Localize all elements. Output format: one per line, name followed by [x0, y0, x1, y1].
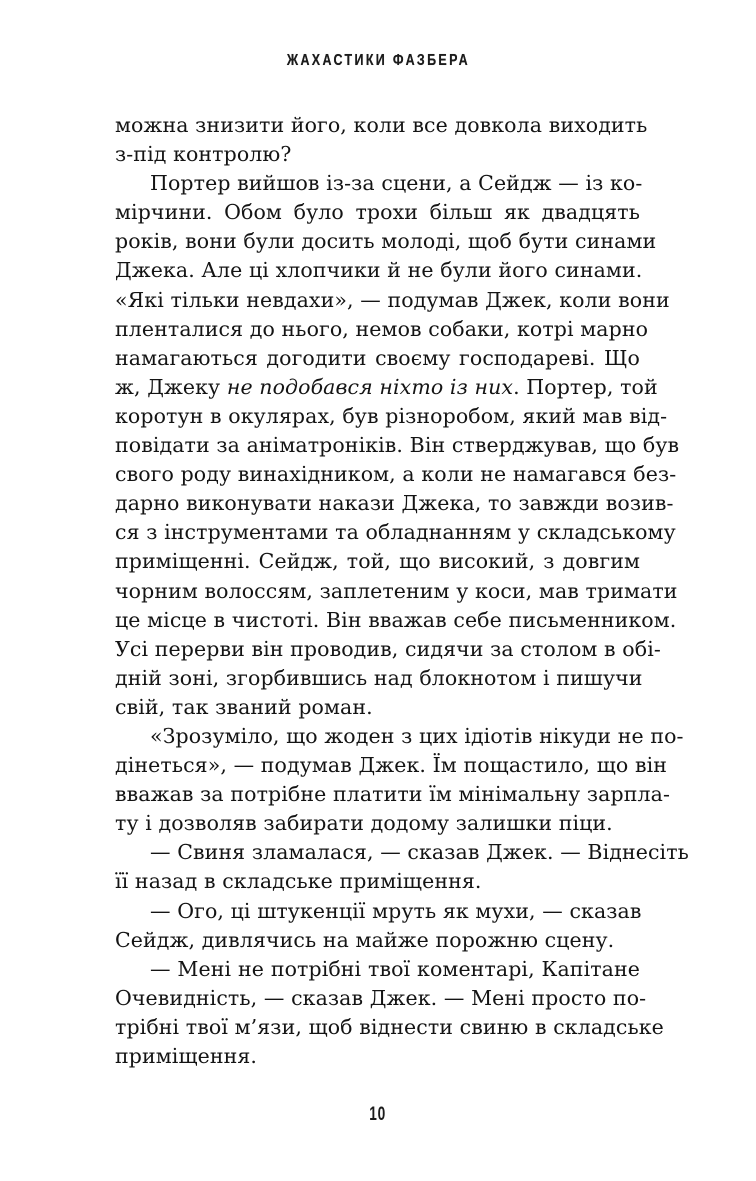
text-line: — Ого, ці штукенції мруть як мухи, — сказав [150, 898, 642, 923]
text-block [115, 111, 689, 1071]
text-line: Сейдж, дивлячись на майже порожню сцену. [115, 927, 615, 952]
text-line: повідати за аніматроніків. Він стверджував, що був [115, 433, 680, 458]
text-line: пленталися до нього, немов собаки, котрі марно [115, 316, 649, 341]
italic-text-segment: не подобався ніхто із них [226, 374, 514, 399]
text-line: трібні твої м’язи, щоб віднести свиню в складське [115, 1014, 664, 1039]
text-line: приміщенні. Сейдж, той, що високий, з довгим [115, 549, 640, 574]
text-line: Джека. Але ці хлопчики й не були його синами. [115, 258, 643, 283]
text-line: її назад в складське приміщення. [115, 869, 482, 894]
text-line: мірчини. Обом було трохи більш як двадцять [115, 200, 640, 225]
text-line: ту і дозволяв забирати додому залишки піци. [115, 811, 613, 836]
text-line: можна знизити його, коли все довкола виходить [115, 113, 648, 137]
text-line: з-під контролю? [115, 142, 292, 167]
text-line: Очевидність, — сказав Джек. — Мені просто по- [115, 985, 647, 1010]
running-head [0, 50, 756, 70]
text-line: вважав за потрібне платити їм мінімальну зарпла- [115, 782, 670, 807]
text-line: ся з інструментами та обладнанням у складському [115, 520, 676, 545]
page-number-text: 10 [369, 1104, 387, 1125]
text-line: дінеться», — подумав Джек. Їм пощастило, що він [115, 753, 668, 778]
text-line: «Які тільки невдахи», — подумав Джек, коли вони [115, 287, 670, 312]
text-line: «Зрозуміло, що жоден з цих ідіотів нікуди не по- [150, 723, 684, 748]
text-line: чорним волоссям, заплетеним у коси, мав тримати [115, 578, 678, 603]
text-segment: . Портер, той [513, 374, 658, 399]
text-line: Портер вийшов із-за сцени, а Сейдж — із ко- [150, 171, 643, 196]
text-line: Усі перерви він проводив, сидячи за столом в обі- [115, 636, 661, 661]
text-line: років, вони були досить молоді, щоб бути синами [115, 229, 657, 254]
text-line: дній зоні, згорбившись над блокнотом і пишучи [115, 665, 643, 690]
text-line: дарно виконувати накази Джека, то завжди возив- [115, 491, 674, 516]
text-line: свого роду винахідником, а коли не намагався без- [115, 462, 677, 487]
text-line: свій, так званий роман. [115, 694, 373, 719]
text-segment: ж, Джеку [115, 374, 227, 399]
page-number [0, 1104, 756, 1126]
text-line: намагаються догодити своєму господареві. Що [115, 345, 640, 370]
text-line: приміщення. [115, 1044, 258, 1068]
text-line: — Свиня зламалася, — сказав Джек. — Віднесіть [150, 840, 689, 865]
text-line: коротун в окулярах, був різноробом, який мав від- [115, 403, 668, 428]
running-head-text: ЖАХАСТИКИ ФАЗБЕРА [286, 52, 470, 69]
text-line: — Мені не потрібні твої коментарі, Капітане [150, 956, 640, 981]
text-line: це місце в чистоті. Він вважав себе письменником. [115, 607, 677, 632]
text-line [115, 373, 658, 402]
